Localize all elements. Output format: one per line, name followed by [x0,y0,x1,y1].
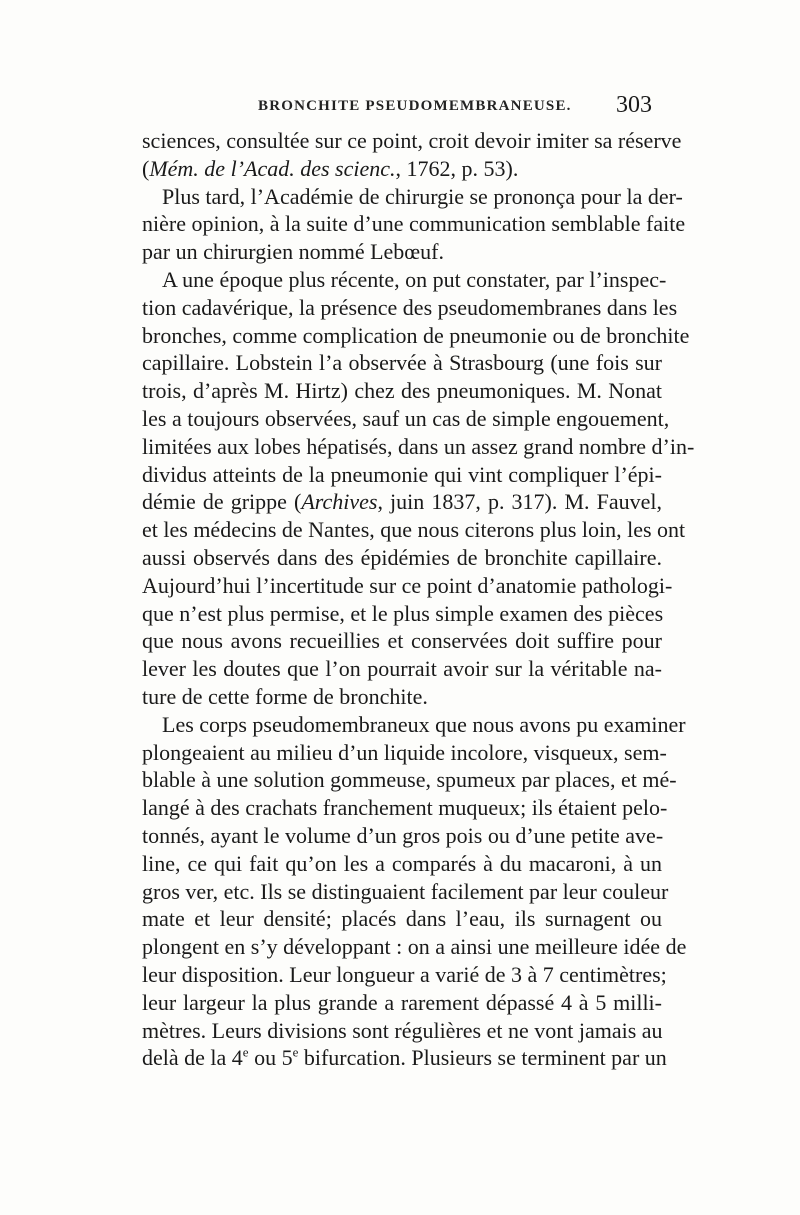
text-line [142,933,687,961]
text-span: limitées aux lobes hépatisés, dans un assez grand nombre d’in- [142,433,695,459]
text-line [142,516,686,544]
page-number: 303 [616,92,652,118]
text-line [142,1044,667,1072]
text-span: tonnés, ayant le volume d’un gros pois ou d’une petite ave- [142,822,664,848]
text-span: que n’est plus permise, et le plus simple examen des pièces [142,600,664,626]
text-line [142,961,667,989]
text-span: mate et leur densité; placés dans l’eau, ils surnagent ou [142,906,662,932]
text-line [142,766,677,794]
text-span: et les médecins de Nantes, que nous citerons plus loin, les ont [142,517,686,543]
text-span: langé à des crachats franchement muqueux; ils étaient pelo- [142,795,668,821]
text-line [142,739,667,767]
text-span: nière opinion, à la suite d’une communication semblable faite [142,211,686,237]
text-line [142,822,662,850]
text-line [142,266,667,294]
text-line [142,183,683,211]
text-line [142,627,662,655]
text-line [142,210,686,238]
text-line [142,878,669,906]
text-span: que nous avons recueillies et conservées doit suffire pour [142,628,662,654]
text-line [142,322,690,350]
text-line [142,405,670,433]
text-span: ture de cette forme de bronchite. [142,683,428,709]
text-span: plongent en s’y développant : on a ainsi une meilleure idée de [142,934,687,960]
text-span: delà de la 4 [142,1045,243,1071]
text-line [142,655,662,683]
text-span: leur disposition. Leur longueur a varié de 3 à 7 centimètres; [142,961,667,987]
text-span: par un chirurgien nommé Lebœuf. [142,239,445,265]
text-span: A une époque plus récente, on put constater, par l’inspec- [162,266,667,292]
superscript: e [292,1044,299,1060]
text-line [142,600,662,628]
text-span: Les corps pseudomembraneux que nous avons pu examiner [162,711,686,737]
text-span: , 1762, p. 53). [395,155,519,181]
text-line [142,127,682,155]
text-span: dividus atteints de la pneumonie qui vint compliquer l’épi- [142,461,662,487]
text-span: blable à une solution gommeuse, spumeux par places, et mé- [142,767,677,793]
text-span: trois, d’après M. Hirtz) chez des pneumoniques. M. Nonat [142,378,662,404]
text-span: Aujourd’hui l’incertitude sur ce point d’anatomie pathologi- [142,572,673,598]
text-span: bronches, comme complication de pneumonie ou de bronchite [142,322,690,348]
text-span: tion cadavérique, la présence des pseudomembranes dans les [142,294,678,320]
text-span: Plus tard, l’Académie de chirurgie se prononça pour la der- [162,183,683,209]
text-line [142,433,695,461]
text-span: aussi observés dans des épidémies de bronchite capillaire. [142,544,662,570]
text-span: démie de grippe ( [142,489,302,515]
text-line [142,544,662,572]
text-line [142,294,678,322]
text-line [142,155,662,183]
text-line [142,683,662,711]
body-text [142,127,695,1072]
text-span: les a toujours observées, sauf un cas de simple engouement, [142,405,670,431]
text-span: plongeaient au milieu d’un liquide incolore, visqueux, sem- [142,739,667,765]
text-span: capillaire. Lobstein l’a observée à Strasbourg (une fois sur [142,350,662,376]
text-line [142,905,662,933]
text-span: mètres. Leurs divisions sont régulières et ne vont jamais au [142,1017,663,1043]
text-line [142,850,662,878]
text-line [142,1017,662,1045]
text-span: line, ce qui fait qu’on les a comparés à du macaroni, à un [142,850,662,876]
text-span: lever les doutes que l’on pourrait avoir sur la véritable na- [142,656,662,682]
text-line [142,461,662,489]
italic-span: Mém. de l’Acad. des scienc. [149,155,396,181]
text-span: gros ver, etc. Ils se distinguaient facilement par leur couleur [142,878,669,904]
text-line [142,572,673,600]
running-title: BRONCHITE PSEUDOMEMBRANEUSE. [258,98,572,114]
running-head [140,92,660,122]
text-span: ( [142,155,150,181]
text-line [142,238,662,266]
superscript: e [242,1044,249,1060]
text-span: bifurcation. Plusieurs se terminent par un [298,1045,667,1071]
text-span: leur largeur la plus grande a rarement dépassé 4 à 5 milli- [142,989,662,1015]
text-line [142,377,662,405]
italic-span: Archives [301,489,378,515]
text-line [142,349,662,377]
text-span: sciences, consultée sur ce point, croit devoir imiter sa réserve [142,128,682,153]
text-span: ou 5 [248,1045,293,1071]
text-line [142,711,686,739]
text-line [142,488,662,516]
text-span: , juin 1837, p. 317). M. Fauvel, [377,489,662,515]
text-line [142,989,662,1017]
text-line [142,794,668,822]
